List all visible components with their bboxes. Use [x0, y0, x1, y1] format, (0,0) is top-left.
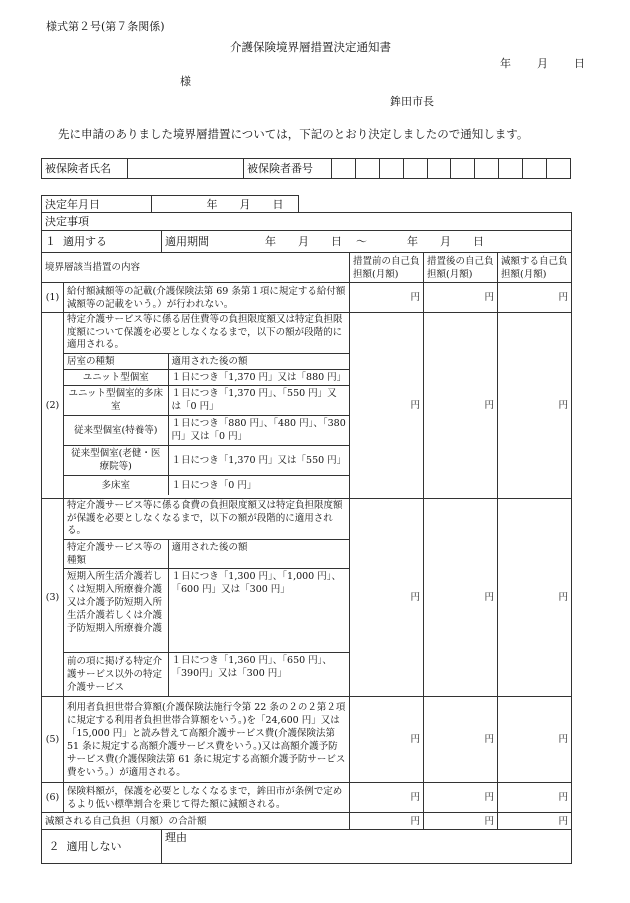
month-label: 月	[537, 57, 548, 70]
item-2-subtable	[64, 353, 349, 496]
decision-date-table	[41, 195, 299, 213]
item-2-text: 特定介護サービス等に係る居住費等の負担限度額又は特定負担限度額について保護を必要としなくなるまで，以下の額が段階的に適用される。	[67, 314, 343, 350]
day-label: 日	[574, 57, 585, 70]
item-2-num: (2)	[42, 313, 64, 499]
form-number: 様式第２号(第７条関係)	[46, 20, 165, 33]
service-kind: 前の項に掲げる特定介護サービス以外の特定介護サービス	[64, 652, 168, 696]
content-header: 境界層該当措置の内容	[42, 253, 350, 283]
item-6-before-amount[interactable]: 円	[350, 783, 424, 813]
insured-name-label: 被保険者氏名	[42, 159, 128, 179]
applies-label: 適用する	[63, 235, 107, 248]
room-amount: １日につき「1,370 円」、「550 円」又は「0 円」	[168, 385, 349, 415]
item-1-after-amount[interactable]: 円	[424, 283, 498, 313]
period-tilde: 〜	[356, 235, 367, 248]
item-3-before-amount[interactable]: 円	[350, 499, 424, 697]
item-5-after-amount[interactable]: 円	[424, 697, 498, 783]
item-2-before-amount[interactable]: 円	[350, 313, 424, 499]
decision-date-field[interactable]: 年 月 日	[152, 196, 299, 213]
service-amount: １日につき「1,360 円」、「650 円」、「390円」又は「300 円」	[168, 652, 349, 696]
item-5-num: (5)	[42, 697, 64, 783]
insured-number-digit[interactable]	[427, 159, 451, 179]
item-2-after-amount[interactable]: 円	[424, 313, 498, 499]
room-amount: １日につき「1,370 円」又は「550 円」	[168, 445, 349, 475]
issuer-name: 鉾田市長	[390, 95, 434, 108]
reduce-header: 減額する自己負担額(月額)	[498, 253, 572, 283]
room-kind: 多床室	[64, 475, 168, 495]
applies-option[interactable]	[42, 231, 162, 253]
item-5-reduce-amount[interactable]: 円	[498, 697, 572, 783]
applies-num: １	[45, 235, 56, 248]
item-1-before-amount[interactable]: 円	[350, 283, 424, 313]
insured-number-digit[interactable]	[499, 159, 523, 179]
item-6-num: (6)	[42, 783, 64, 813]
item-3-num: (3)	[42, 499, 64, 697]
item-3-col2: 適用された後の額	[168, 539, 349, 568]
room-amount: １日につき「880 円」、「480 円」、「380円」又は「0 円」	[168, 415, 349, 445]
insured-table	[41, 158, 571, 179]
insured-number-digit[interactable]	[475, 159, 499, 179]
item-3-cell	[64, 499, 350, 697]
item-6-reduce-amount[interactable]: 円	[498, 783, 572, 813]
year-label: 年	[500, 57, 511, 70]
room-kind: ユニット型個室的多床室	[64, 385, 168, 415]
before-header: 措置前の自己負担額(月額)	[350, 253, 424, 283]
item-1-reduce-amount[interactable]: 円	[498, 283, 572, 313]
item-3-after-amount[interactable]: 円	[424, 499, 498, 697]
room-kind: 従来型個室(老健・医療院等)	[64, 445, 168, 475]
item-3-col1: 特定介護サービス等の種類	[64, 539, 168, 568]
item-1-num: (1)	[42, 283, 64, 313]
room-amount: １日につき「1,370 円」又は「880 円」	[168, 369, 349, 385]
item-1-text: 給付額減額等の記載(介護保険法第 69 条第１項に規定する給付額減額等の記載をいう。）が行われない。	[64, 283, 350, 313]
insured-number-digit[interactable]	[547, 159, 571, 179]
addressee-suffix: 様	[180, 75, 191, 88]
room-kind: ユニット型個室	[64, 369, 168, 385]
total-reduce-amount[interactable]: 円	[498, 813, 572, 830]
item-6-after-amount[interactable]: 円	[424, 783, 498, 813]
insured-number-label: 被保険者番号	[244, 159, 332, 179]
insured-number-digit[interactable]	[332, 159, 356, 179]
after-header: 措置後の自己負担額(月額)	[424, 253, 498, 283]
not-applies-option[interactable]	[42, 830, 162, 864]
item-5-before-amount[interactable]: 円	[350, 697, 424, 783]
intro-text: 先に申請のありました境界層措置については，下記のとおり決定しましたので通知します。	[58, 127, 529, 141]
item-2-cell	[64, 313, 350, 499]
applies-period[interactable]: 適用期間 年 月 日 〜 年 月 日	[162, 231, 572, 253]
issue-date	[500, 55, 585, 71]
total-after-amount[interactable]: 円	[424, 813, 498, 830]
insured-number-digit[interactable]	[403, 159, 427, 179]
insured-number-digit[interactable]	[355, 159, 379, 179]
reason-field[interactable]	[162, 830, 572, 864]
not-applies-label: 適用しない	[66, 840, 122, 853]
item-3-reduce-amount[interactable]: 円	[498, 499, 572, 697]
total-label: 減額される自己負担（月額）の合計額	[42, 813, 350, 830]
insured-number-digit[interactable]	[379, 159, 403, 179]
decision-date-label: 決定年月日	[42, 196, 152, 213]
period-label: 適用期間	[165, 235, 209, 248]
total-before-amount[interactable]: 円	[350, 813, 424, 830]
service-amount: １日につき「1,300 円」、「1,000 円」、「600 円」又は「300 円」	[168, 568, 349, 652]
document-title: 介護保険境界層措置決定通知書	[230, 40, 391, 54]
room-amount: １日につき「0 円」	[168, 475, 349, 495]
insured-number-digit[interactable]	[523, 159, 547, 179]
item-2-col1: 居室の種類	[64, 353, 168, 369]
insured-name-field[interactable]	[128, 159, 244, 179]
room-kind: 従来型個室(特養等)	[64, 415, 168, 445]
service-kind: 短期入所生活介護若しくは短期入所療養介護又は介護予防短期入所生活介護若しくは介護予防短期入所療養介護	[64, 568, 168, 652]
item-2-col2: 適用された後の額	[168, 353, 349, 369]
item-2-reduce-amount[interactable]: 円	[498, 313, 572, 499]
decision-items-label: 決定事項	[42, 213, 572, 231]
item-5-text: 利用者負担世帯合算額(介護保険法施行令第 22 条の２の２第２項に規定する利用者負担世帯合算額をいう。)を「24,600 円」又は「15,000 円」と読み替えて高額介護サービス費(介護保険法第 51 条に規定する高額介護サービス費をいう。)又は高額介護予防サービス費(介護保険法第 61 条に規定する高額介護予防サービス費をいう。）が適用される。	[64, 697, 350, 783]
reason-label: 理由	[165, 831, 187, 844]
item-3-text: 特定介護サービス等に係る食費の負担限度額又は特定負担限度額が保護を必要としなくなるまで，以下の額が段階的に適用される。	[67, 500, 343, 536]
insured-number-digit[interactable]	[451, 159, 475, 179]
item-6-text: 保険料額が，保護を必要としなくなるまで，鉾田市が条例で定めるより低い標準割合を乗じて得た額に減額される。	[64, 783, 350, 813]
item-3-subtable	[64, 539, 349, 697]
decision-table	[41, 212, 572, 864]
not-applies-num: ２	[48, 840, 60, 853]
